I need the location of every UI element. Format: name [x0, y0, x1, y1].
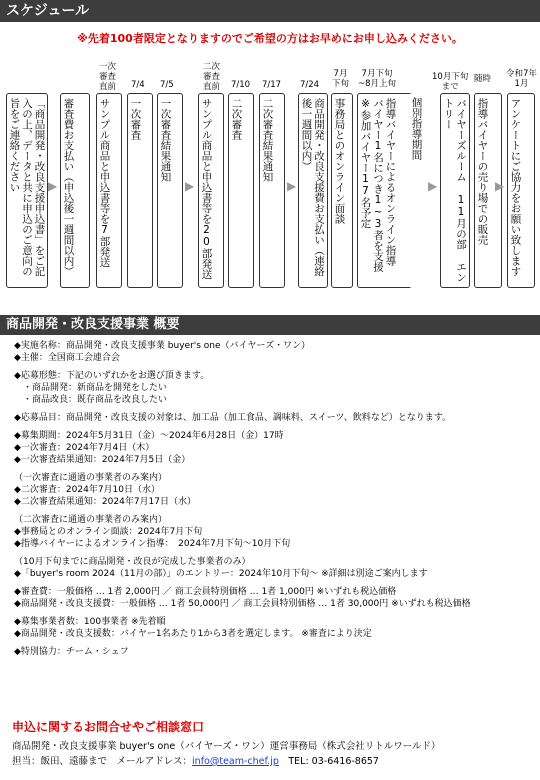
overview-line: ◆特別協力：チーム・シェフ: [14, 647, 129, 657]
contact-tel: TEL: 03-6416-8657: [278, 756, 379, 767]
timeline-label-late-july: 7月 下旬: [332, 69, 350, 89]
overview-line: ◆二次審査結果通知：2024年7月17日（水）: [14, 497, 197, 507]
arrow-right-icon: ▶: [495, 179, 505, 193]
timeline-label-first-review-before: 一次 審査 直前: [99, 62, 117, 92]
schedule-timeline: [0, 0, 540, 310]
overview-line: ◆「buyer's room 2024（11月の部）」のエントリー：2024年10月下旬～ ※詳細は別途ご案内します: [14, 569, 428, 579]
contact-title: 申込に関するお問合せやご相談窓口: [12, 720, 205, 734]
timeline-label-7-17: 7/17: [262, 80, 282, 90]
overview-line: ◆審査費：一般価格 … 1者 2,000円 ／ 商工会員特別価格 … 1者 1,000円 ※いずれも税込価格: [14, 587, 397, 597]
arrow-right-icon: ▶: [428, 179, 438, 193]
arrow-right-icon: ▶: [287, 179, 297, 193]
overview-line: ◆一次審査：2024年7月4日（木）: [14, 443, 155, 453]
overview-line: ◆応募形態：下記のいずれかをお選び頂きます。: [14, 371, 210, 381]
timeline-label-second-review-before: 二次 審査 直前: [203, 62, 221, 92]
step-support-fee: 商品開発・改良支援費お支払い（連絡後一週間以内）: [298, 93, 328, 288]
overview-line: ◆一次審査結果通知：2024年7月5日（金）: [14, 455, 191, 465]
timeline-label-7-5: 7/5: [160, 80, 174, 90]
contact-details: [12, 753, 379, 767]
step-online-guidance: 指導バイヤーによるオンライン指導 バイヤー1名につき1~3者を支援 ※参加バイヤー17名予定: [357, 93, 415, 288]
timeline-label-7-10: 7/10: [231, 80, 251, 90]
step-review-fee: 審査費お支払い（申込後一週間以内）: [60, 93, 90, 288]
overview-line: ◆商品開発・改良支援数：バイヤー1名あたり1から3者を選定します。 ※審査により決定: [14, 629, 372, 639]
step-survey: アンケートにご協力をお願い致します: [507, 93, 535, 288]
schedule-header: スケジュール: [0, 0, 540, 22]
overview-line: ◆商品開発・改良支援費：一般価格 … 1者 50,000円 ／ 商工会員特別価格 … 1者 30,000円 ※いずれも税込価格: [14, 599, 471, 609]
overview-line: ◆事務局とのオンライン面談：2024年7月下旬: [14, 527, 203, 537]
contact-office: 商品開発・改良支援事業 buyer's one（バイヤーズ・ワン）運営事務局（株式会社リトルワールド）: [12, 741, 441, 752]
overview-line: ◆指導バイヤーによるオンライン指導： 2024年7月下旬～10月下旬: [14, 539, 291, 549]
arrow-right-icon: ▶: [48, 179, 58, 193]
timeline-label-jan-2025: 令和7年 1月: [506, 69, 537, 89]
overview-line: ◆主催：全国商工会連合会: [14, 353, 120, 363]
overview-line: （一次審査に通過の事業者のみ案内）: [14, 473, 168, 483]
timeline-label-7-4: 7/4: [131, 80, 145, 90]
step-second-review-result: 二次審査結果通知: [259, 93, 285, 288]
timeline-label-late-october: 10月下旬 まで: [432, 72, 469, 92]
deadline-notice: ※先着100者限定となりますのでご希望の方はお早めにお申し込みください。: [77, 32, 463, 45]
overview-line: ・商品開発：新商品を開発をしたい: [14, 383, 168, 393]
step-online-interview: 事務局とのオンライン面談: [331, 93, 353, 288]
step-sales-at-buyer-store: 指導バイヤーの売り場での販売: [474, 93, 502, 288]
step-buyers-room-entry: バイヤーズルーム 11月の部 エントリー: [440, 93, 470, 288]
step-apply-contact: 「商品開発・改良支援申込書」をご記入の上、データと共に申込のご意向の旨をご連絡ください: [6, 93, 48, 288]
timeline-label-late-july-early-aug: 7月下旬 ~8月上旬: [358, 69, 397, 89]
overview-line: （二次審査に通過の事業者のみ案内）: [14, 515, 168, 525]
step-first-review: 一次審査: [127, 93, 153, 288]
step-send-samples-20: サンプル商品と申込書等を20部発送: [198, 93, 224, 288]
step-send-samples-7: サンプル商品と申込書等を7部発送: [96, 93, 122, 288]
overview-header: 商品開発・改良支援事業 概要: [0, 315, 540, 335]
overview-line: （10月下旬までに商品開発・改良が完成した事業者のみ）: [14, 557, 251, 567]
overview-line: ◆二次審査：2024年7月10日（水）: [14, 485, 161, 495]
timeline-label-7-24: 7/24: [300, 80, 320, 90]
contact-email-link[interactable]: info@team-chef.jp: [192, 756, 279, 767]
step-first-review-result: 一次審査結果通知: [157, 93, 183, 288]
overview-body: [0, 340, 540, 658]
overview-line: ・商品改良：既存商品を改良したい: [14, 395, 168, 405]
arrow-right-icon: ▶: [185, 179, 195, 193]
overview-line: ◆実施名称：商品開発・改良支援事業 buyer's one（バイヤーズ・ワン）: [14, 341, 311, 351]
overview-line: ◆募集事業者数：100事業者 ※先着順: [14, 617, 166, 627]
overview-line: ◆募集期間：2024年5月31日（金）～2024年6月28日（金）17時: [14, 431, 284, 441]
contact-person: 担当：飯田、遠藤まで メールアドレス：: [12, 756, 193, 767]
timeline-label-anytime: 随時: [474, 74, 492, 84]
overview-line: ◆応募品目：商品開発・改良支援の対象は、加工品（加工食品、調味料、スイーツ、飲料など）となります。: [14, 413, 452, 423]
step-individual-guidance: 個別指導期間: [409, 93, 431, 288]
step-second-review: 二次審査: [228, 93, 254, 288]
